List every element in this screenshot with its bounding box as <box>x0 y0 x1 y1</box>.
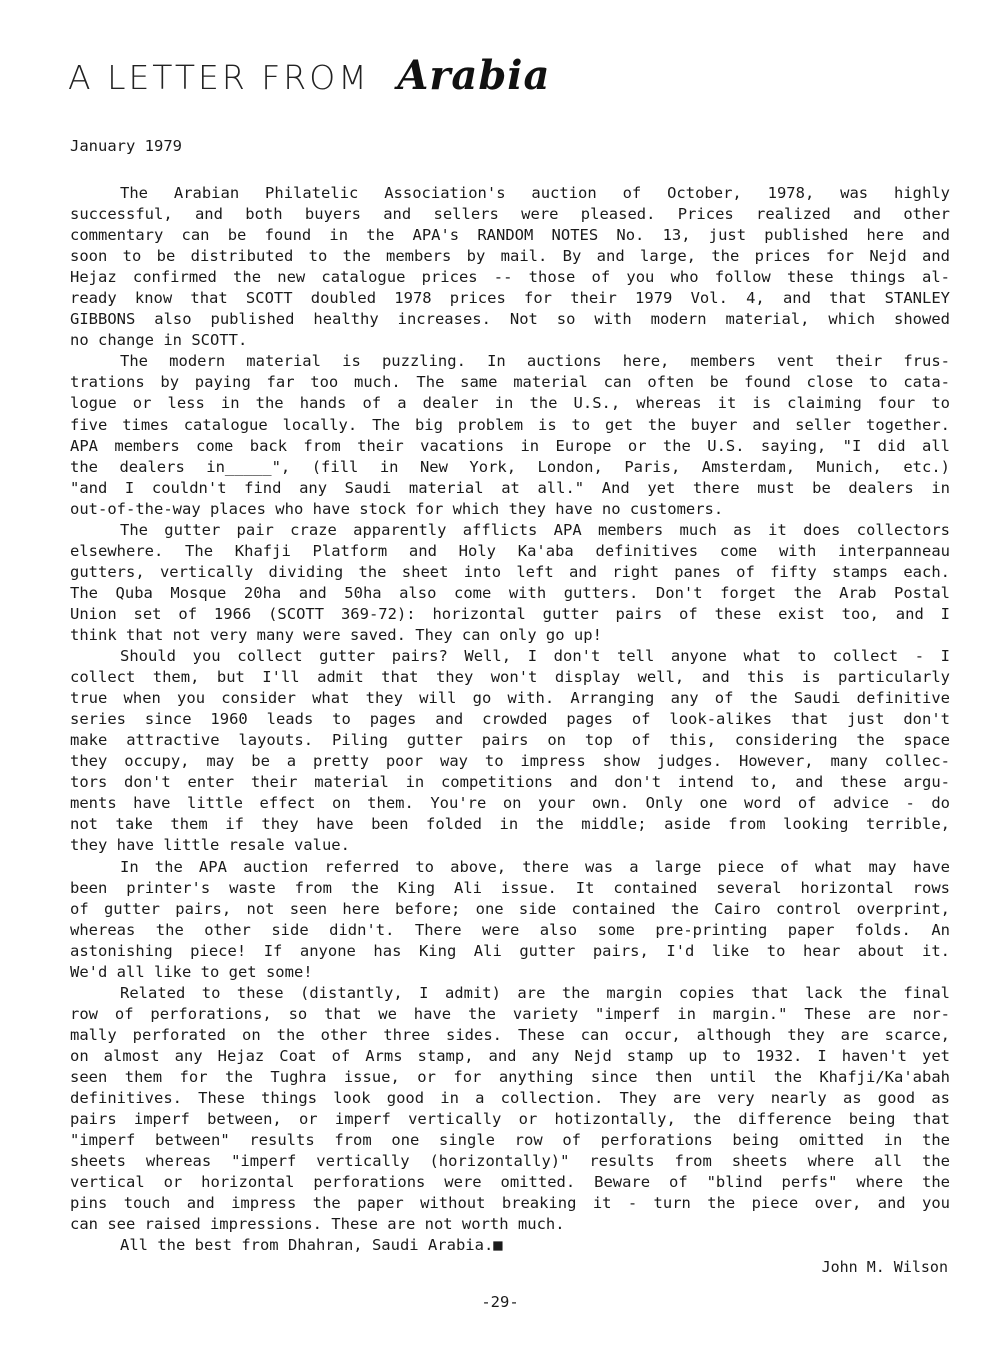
text-line: the dealers in_____", (fill in New York, London, Paris, Amsterdam, Munich, etc.) <box>70 457 950 476</box>
text-line: pairs imperf between, or imperf vertically or hotizontally, the difference being that <box>70 1110 950 1129</box>
article-masthead <box>68 52 550 112</box>
text-line: on almost any Hejaz Coat of Arms stamp, and any Nejd stamp up to 1932. I haven't yet <box>70 1046 950 1065</box>
page-number: -29- <box>481 1293 519 1311</box>
masthead-lead: A LETTER FROM <box>68 58 370 97</box>
text-line: "imperf between" results from one single row of perforations being omitted in the <box>70 1131 950 1150</box>
text-line: they occupy, may be a pretty poor way to impress show judges. However, many collec- <box>70 752 950 771</box>
text-line: of gutter pairs, not seen here before; one side contained the Cairo control overprint, <box>70 899 950 918</box>
text-line: five times catalogue locally. The big problem is to get the buyer and seller together. <box>70 415 950 434</box>
text-line: seen them for the Tughra issue, or for anything since then until the Khafji/Ka'abah <box>70 1067 950 1086</box>
letter-date: January 1979 <box>70 137 182 155</box>
text-line: elsewhere. The Khafji Platform and Holy Ka'aba definitives come with interpanneau <box>70 541 950 560</box>
text-line: no change in SCOTT. <box>70 331 248 350</box>
author-signature: John M. Wilson <box>821 1258 948 1276</box>
text-line: series since 1960 leads to pages and crowded pages of look-alikes that just don't <box>70 710 950 729</box>
text-line: logue or less in the hands of a dealer in the U.S., whereas it is claiming four to <box>70 394 950 413</box>
text-line: trations by paying far too much. The same material can often be found close to cata- <box>70 373 950 392</box>
text-line: not take them if they have been folded in the middle; aside from looking terrible, <box>70 815 950 834</box>
text-line: row of perforations, so that we have the variety "imperf in margin." These are nor- <box>70 1004 950 1023</box>
text-line: "and I couldn't find any Saudi material at all." And yet there must be dealers in <box>70 478 950 497</box>
text-line: can see raised impressions. These are not worth much. <box>70 1215 565 1234</box>
text-line: Union set of 1966 (SCOTT 369-72): horizontal gutter pairs of these exist too, and I <box>70 604 950 623</box>
text-line: Related to these (distantly, I admit) are the margin copies that lack the final <box>120 983 950 1002</box>
text-line: The modern material is puzzling. In auctions here, members vent their frus- <box>120 352 950 371</box>
text-line: ments have little effect on them. You're on your own. Only one word of advice - do <box>70 794 950 813</box>
text-line: The Arabian Philatelic Association's auction of October, 1978, was highly <box>120 184 950 202</box>
text-line: astonishing piece! If anyone has King Ali gutter pairs, I'd like to hear about it. <box>70 941 950 960</box>
text-line: sheets whereas "imperf vertically (horizontally)" results from sheets where all the <box>70 1152 950 1171</box>
text-line: think that not very many were saved. They can only go up! <box>70 625 602 644</box>
text-line: whereas the other side didn't. There were also some pre-printing paper folds. An <box>70 920 950 939</box>
text-line: vertical or horizontal perforations were omitted. Beware of "blind perfs" where the <box>70 1173 950 1192</box>
letter-body <box>70 183 950 1256</box>
closing-line: All the best from Dhahran, Saudi Arabia.■ <box>120 1236 503 1255</box>
text-line: true when you consider what they will go with. Arranging any of the Saudi definitive <box>70 689 950 708</box>
text-line: tors don't enter their material in competitions and don't intend to, and these argu- <box>70 773 950 792</box>
text-line: been printer's waste from the King Ali issue. It contained several horizontal rows <box>70 878 950 897</box>
text-line: successful, and both buyers and sellers were pleased. Prices realized and other <box>70 205 950 224</box>
text-line: pins touch and impress the paper without breaking it - turn the piece over, and you <box>70 1194 950 1213</box>
text-line: In the APA auction referred to above, there was a large piece of what may have <box>120 857 950 876</box>
text-line: soon to be distributed to the members by mail. By and large, the prices for Nejd and <box>70 247 950 266</box>
text-line: Should you collect gutter pairs? Well, I don't tell anyone what to collect - I <box>120 647 950 666</box>
text-line: The gutter pair craze apparently afflicts APA members much as it does collectors <box>120 520 950 539</box>
text-line: commentary can be found in the APA's RANDOM NOTES No. 13, just published here and <box>70 226 950 245</box>
text-line: Hejaz confirmed the new catalogue prices -- those of you who follow these things al- <box>70 268 950 287</box>
text-line: make attractive layouts. Piling gutter pairs on top of this, considering the space <box>70 731 950 750</box>
text-line: they have little resale value. <box>70 836 350 855</box>
text-line: APA members come back from their vacations in Europe or the U.S. saying, "I did all <box>70 436 950 455</box>
text-line: GIBBONS also published healthy increases. Not so with modern material, which showed <box>70 310 950 329</box>
text-line: We'd all like to get some! <box>70 962 313 981</box>
text-line: collect them, but I'll admit that they won't display well, and this is particularly <box>70 668 950 687</box>
text-line: The Quba Mosque 20ha and 50ha also come with gutters. Don't forget the Arab Postal <box>70 583 950 602</box>
masthead-script-arabia: Arabia <box>397 52 551 99</box>
text-line: out-of-the-way places who have stock for which they have no customers. <box>70 499 724 518</box>
text-line: definitives. These things look good in a collection. They are very nearly as good as <box>70 1089 950 1108</box>
text-line: ready know that SCOTT doubled 1978 prices for their 1979 Vol. 4, and that STANLEY <box>70 289 950 308</box>
text-line: gutters, vertically dividing the sheet into left and right panes of fifty stamps each. <box>70 562 950 581</box>
text-line: mally perforated on the other three sides. These can occur, although they are scarce, <box>70 1025 950 1044</box>
